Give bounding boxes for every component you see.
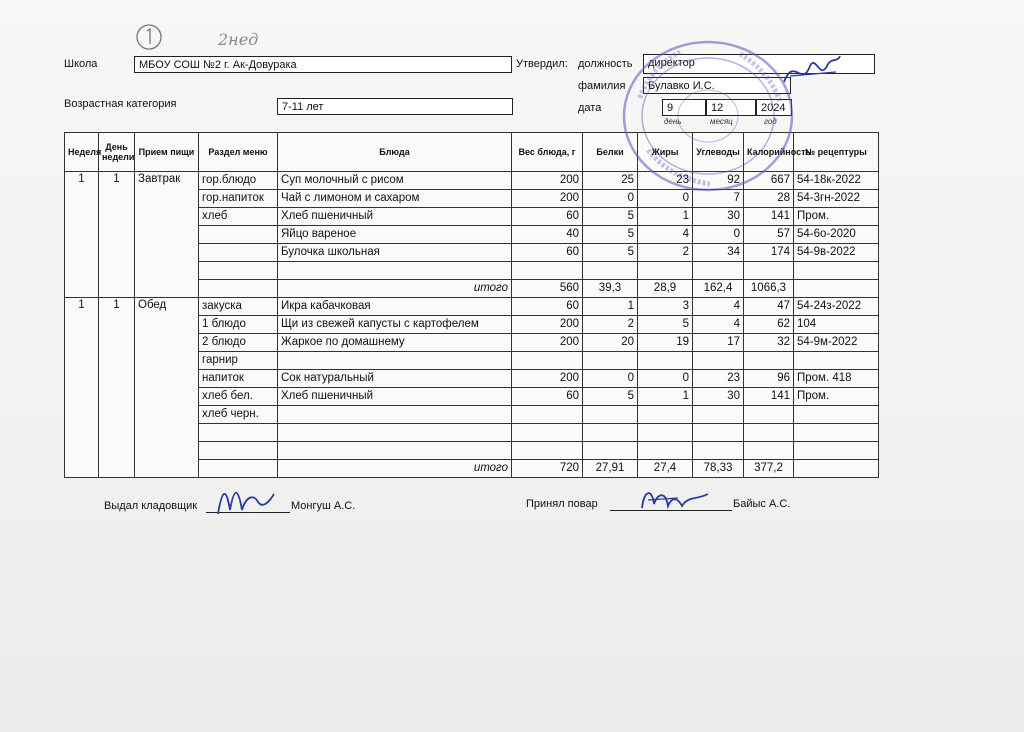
carbs-cell: 92	[693, 172, 744, 190]
total-fat: 27,4	[638, 460, 693, 478]
total-protein: 39,3	[583, 280, 638, 298]
weight-cell	[512, 406, 583, 424]
total-weight: 560	[512, 280, 583, 298]
protein-cell	[583, 406, 638, 424]
recipe-cell: 54-18к-2022	[794, 172, 879, 190]
table-header-row	[65, 133, 879, 172]
weight-cell: 200	[512, 190, 583, 208]
received-signature-line	[610, 510, 732, 511]
section-cell: хлеб черн.	[199, 406, 278, 424]
dish-cell	[278, 352, 512, 370]
total-empty-cell	[199, 280, 278, 298]
section-cell	[199, 262, 278, 280]
dish-cell	[278, 424, 512, 442]
calories-cell: 141	[744, 388, 794, 406]
protein-cell	[583, 262, 638, 280]
protein-cell: 1	[583, 298, 638, 316]
weight-cell: 40	[512, 226, 583, 244]
carbs-cell	[693, 406, 744, 424]
calories-cell	[744, 424, 794, 442]
protein-cell: 5	[583, 226, 638, 244]
issued-by-label: Выдал кладовщик	[104, 500, 198, 512]
dish-cell	[278, 442, 512, 460]
month-caption: месяц	[710, 117, 733, 126]
weight-cell: 200	[512, 370, 583, 388]
weight-cell: 60	[512, 244, 583, 262]
date-year-field: 2024	[756, 99, 792, 116]
age-category-field: 7-11 лет	[277, 98, 513, 115]
cook-signature	[638, 482, 712, 518]
dish-cell	[278, 262, 512, 280]
section-cell: гарнир	[199, 352, 278, 370]
protein-cell: 0	[583, 190, 638, 208]
weight-cell	[512, 442, 583, 460]
calories-cell: 141	[744, 208, 794, 226]
menu-table	[64, 132, 879, 478]
protein-cell: 25	[583, 172, 638, 190]
section-cell: 1 блюдо	[199, 316, 278, 334]
total-empty-cell	[794, 280, 879, 298]
carbs-cell: 4	[693, 316, 744, 334]
protein-cell: 5	[583, 388, 638, 406]
dish-cell: Булочка школьная	[278, 244, 512, 262]
calories-cell: 32	[744, 334, 794, 352]
recipe-cell	[794, 442, 879, 460]
calories-cell: 174	[744, 244, 794, 262]
weight-cell	[512, 262, 583, 280]
fat-cell: 4	[638, 226, 693, 244]
date-month-field: 12	[706, 99, 756, 116]
section-cell: хлеб бел.	[199, 388, 278, 406]
weight-cell	[512, 352, 583, 370]
section-cell: напиток	[199, 370, 278, 388]
protein-cell: 2	[583, 316, 638, 334]
week-cell: 1	[65, 298, 99, 478]
dish-cell: Жаркое по домашнему	[278, 334, 512, 352]
fat-cell: 23	[638, 172, 693, 190]
protein-cell: 5	[583, 208, 638, 226]
approved-label: Утвердил:	[516, 58, 568, 70]
school-field: МБОУ СОШ №2 г. Ак-Довурака	[134, 56, 512, 73]
total-weight: 720	[512, 460, 583, 478]
recipe-cell: 54-3гн-2022	[794, 190, 879, 208]
position-label: должность	[578, 58, 633, 70]
col-weekday: День недели	[99, 133, 135, 172]
dish-cell: Яйцо вареное	[278, 226, 512, 244]
carbs-cell	[693, 424, 744, 442]
calories-cell: 28	[744, 190, 794, 208]
recipe-cell: 54-9в-2022	[794, 244, 879, 262]
carbs-cell: 0	[693, 226, 744, 244]
school-label: Школа	[64, 58, 98, 70]
carbs-cell: 17	[693, 334, 744, 352]
protein-cell	[583, 424, 638, 442]
col-fat: Жиры	[638, 133, 693, 172]
calories-cell: 47	[744, 298, 794, 316]
surname-field: Булавко И.С.	[643, 77, 791, 94]
lunch-section	[65, 298, 879, 478]
col-calories: Калорийность	[744, 133, 794, 172]
calories-cell	[744, 442, 794, 460]
weekday-cell: 1	[99, 298, 135, 478]
protein-cell	[583, 442, 638, 460]
calories-cell	[744, 352, 794, 370]
cook-name: Байыс А.С.	[733, 498, 791, 510]
protein-cell: 20	[583, 334, 638, 352]
col-section: Раздел меню	[199, 133, 278, 172]
breakfast-section	[65, 172, 879, 298]
surname-label: фамилия	[578, 80, 626, 92]
fat-cell: 3	[638, 298, 693, 316]
table-row	[65, 172, 879, 190]
recipe-cell: 54-24з-2022	[794, 298, 879, 316]
carbs-cell: 4	[693, 298, 744, 316]
carbs-cell	[693, 442, 744, 460]
dish-cell: Щи из свежей капусты с картофелем	[278, 316, 512, 334]
recipe-cell: Пром.	[794, 208, 879, 226]
weight-cell	[512, 424, 583, 442]
fat-cell: 2	[638, 244, 693, 262]
carbs-cell: 30	[693, 208, 744, 226]
week-cell: 1	[65, 172, 99, 298]
fat-cell	[638, 262, 693, 280]
table-row	[65, 298, 879, 316]
recipe-cell: 54-6о-2020	[794, 226, 879, 244]
recipe-cell	[794, 352, 879, 370]
section-cell	[199, 244, 278, 262]
calories-cell: 96	[744, 370, 794, 388]
recipe-cell: Пром.	[794, 388, 879, 406]
year-caption: год	[764, 117, 777, 126]
meal-type-cell: Обед	[135, 298, 199, 478]
calories-cell: 57	[744, 226, 794, 244]
fat-cell	[638, 406, 693, 424]
fat-cell	[638, 352, 693, 370]
recipe-cell: 104	[794, 316, 879, 334]
total-calories: 1066,3	[744, 280, 794, 298]
handwritten-circled-one	[134, 22, 164, 52]
dish-cell: Икра кабачковая	[278, 298, 512, 316]
weight-cell: 200	[512, 172, 583, 190]
recipe-cell	[794, 424, 879, 442]
fat-cell: 5	[638, 316, 693, 334]
meal-type-cell: Завтрак	[135, 172, 199, 298]
fat-cell	[638, 424, 693, 442]
fat-cell: 1	[638, 388, 693, 406]
fat-cell: 1	[638, 208, 693, 226]
total-calories: 377,2	[744, 460, 794, 478]
total-fat: 28,9	[638, 280, 693, 298]
carbs-cell	[693, 262, 744, 280]
date-day-field: 9	[662, 99, 706, 116]
weight-cell: 60	[512, 298, 583, 316]
total-empty-cell	[199, 460, 278, 478]
day-caption: день	[664, 117, 682, 126]
position-field: директор	[643, 54, 875, 74]
col-weight: Вес блюда, г	[512, 133, 583, 172]
weight-cell: 60	[512, 208, 583, 226]
total-carbs: 162,4	[693, 280, 744, 298]
col-carbs: Углеводы	[693, 133, 744, 172]
col-meal: Прием пищи	[135, 133, 199, 172]
protein-cell	[583, 352, 638, 370]
section-cell: гор.напиток	[199, 190, 278, 208]
handwritten-week-note: 2нед	[218, 30, 259, 49]
section-cell: гор.блюдо	[199, 172, 278, 190]
calories-cell: 667	[744, 172, 794, 190]
section-cell: закуска	[199, 298, 278, 316]
dish-cell: Хлеб пшеничный	[278, 208, 512, 226]
total-label: итого	[278, 460, 512, 478]
storekeeper-name: Монгуш А.С.	[291, 500, 356, 512]
carbs-cell: 34	[693, 244, 744, 262]
dish-cell: Чай с лимоном и сахаром	[278, 190, 512, 208]
received-by-label: Принял повар	[526, 498, 598, 510]
weight-cell: 200	[512, 334, 583, 352]
fat-cell: 0	[638, 370, 693, 388]
section-cell: 2 блюдо	[199, 334, 278, 352]
dish-cell	[278, 406, 512, 424]
dish-cell: Хлеб пшеничный	[278, 388, 512, 406]
recipe-cell	[794, 262, 879, 280]
carbs-cell	[693, 352, 744, 370]
total-label: итого	[278, 280, 512, 298]
section-cell: хлеб	[199, 208, 278, 226]
fat-cell	[638, 442, 693, 460]
calories-cell: 62	[744, 316, 794, 334]
dish-cell: Суп молочный с рисом	[278, 172, 512, 190]
carbs-cell: 23	[693, 370, 744, 388]
fat-cell: 0	[638, 190, 693, 208]
recipe-cell	[794, 406, 879, 424]
weekday-cell: 1	[99, 172, 135, 298]
weight-cell: 60	[512, 388, 583, 406]
fat-cell: 19	[638, 334, 693, 352]
protein-cell: 5	[583, 244, 638, 262]
protein-cell: 0	[583, 370, 638, 388]
date-label: дата	[578, 102, 602, 114]
weight-cell: 200	[512, 316, 583, 334]
col-protein: Белки	[583, 133, 638, 172]
carbs-cell: 30	[693, 388, 744, 406]
issued-signature-line	[206, 512, 290, 513]
dish-cell: Сок натуральный	[278, 370, 512, 388]
section-cell	[199, 424, 278, 442]
storekeeper-signature	[214, 480, 278, 522]
section-cell	[199, 442, 278, 460]
total-empty-cell	[794, 460, 879, 478]
age-category-label: Возрастная категория	[64, 98, 177, 110]
recipe-cell: 54-9м-2022	[794, 334, 879, 352]
col-week: Неделя	[65, 133, 99, 172]
calories-cell	[744, 406, 794, 424]
col-dishes: Блюда	[278, 133, 512, 172]
total-carbs: 78,33	[693, 460, 744, 478]
col-recipe: № рецептуры	[794, 133, 879, 172]
recipe-cell: Пром. 418	[794, 370, 879, 388]
carbs-cell: 7	[693, 190, 744, 208]
section-cell	[199, 226, 278, 244]
total-protein: 27,91	[583, 460, 638, 478]
calories-cell	[744, 262, 794, 280]
